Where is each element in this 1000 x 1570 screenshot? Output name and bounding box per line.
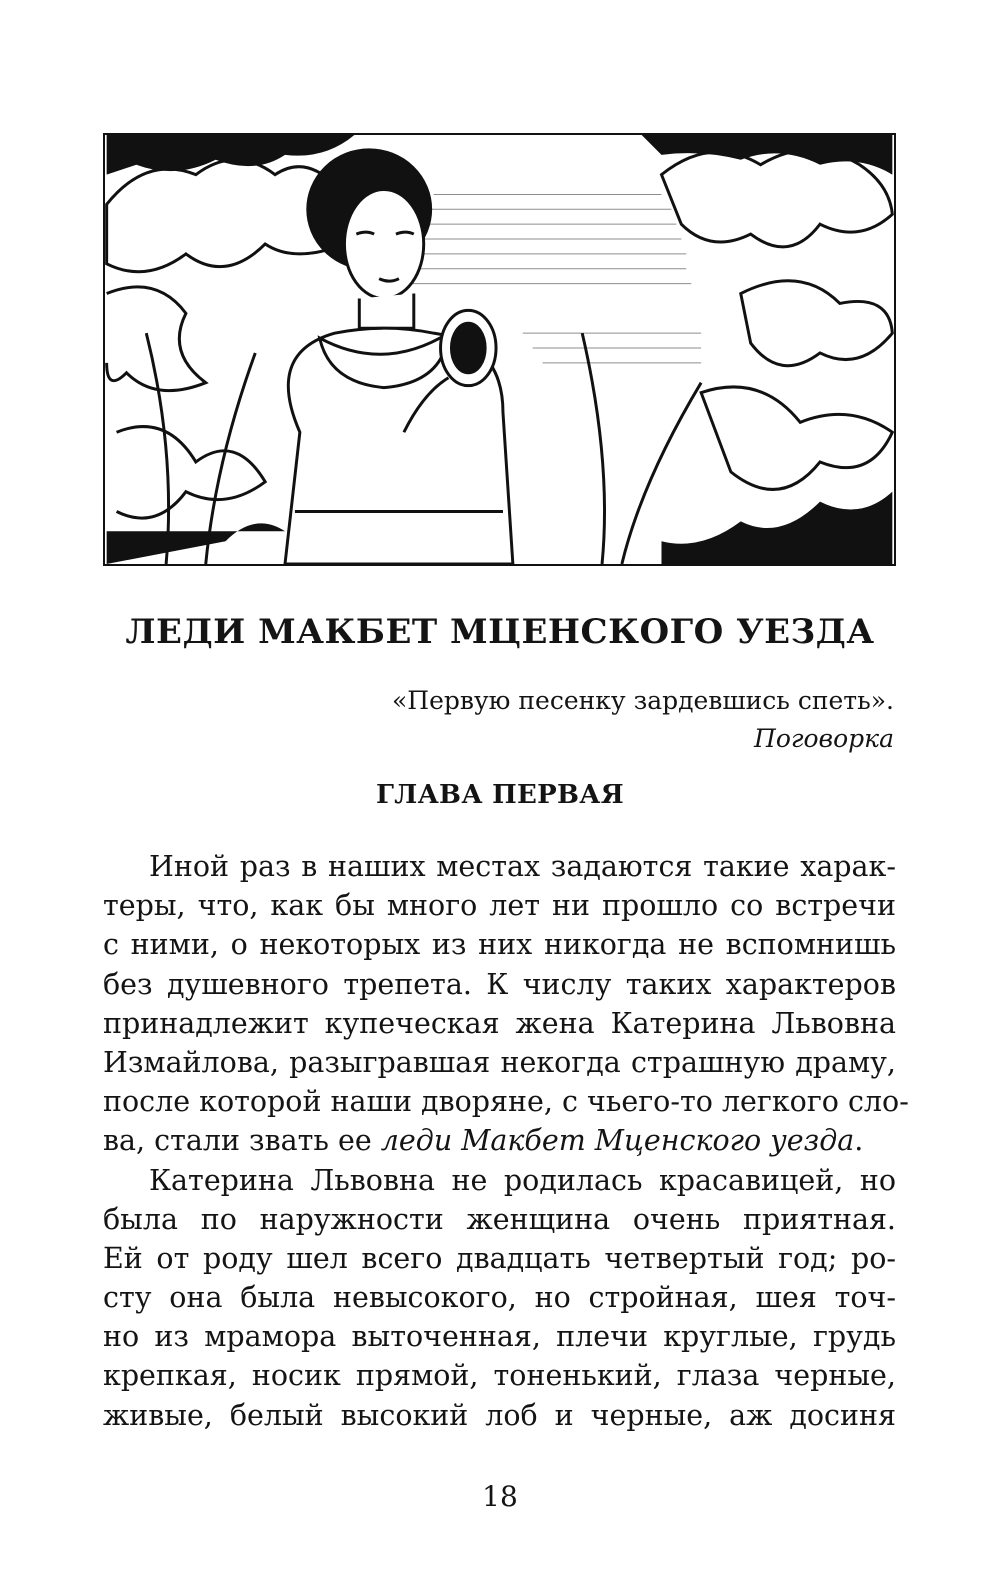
text-fragment: .	[854, 1124, 864, 1158]
text-line: крепкая, носик прямой, тоненький, глаза черные,	[103, 1359, 896, 1393]
text-line: Иной раз в наших местах задаются такие харак-	[149, 850, 896, 883]
text-fragment: ва, стали звать ее	[103, 1124, 381, 1158]
epigraph-source: Поговорка	[754, 724, 894, 753]
text-line: теры, что, как бы много лет ни прошло со встречи	[103, 889, 896, 923]
text-line: после которой наши дворяне, с чьего-то легкого сло-	[103, 1085, 909, 1119]
woman-with-mirror-icon	[105, 135, 894, 564]
text-line: была по наружности женщина очень приятная.	[103, 1202, 896, 1236]
text-line: Измайлова, разыгравшая некогда страшную драму,	[103, 1045, 896, 1079]
text-line: без душевного трепета. К числу таких характеров	[103, 967, 896, 1001]
italic-title-reference: леди Макбет Мценского уезда	[380, 1124, 855, 1158]
text-line: принадлежит купеческая жена Катерина Львовна	[103, 1006, 896, 1040]
illustration	[103, 133, 896, 566]
text-line	[103, 1121, 896, 1160]
epigraph-quote: «Первую песенку зардевшись спеть».	[391, 686, 894, 715]
text-line: сту она была невысокого, но стройная, шея точ-	[103, 1281, 896, 1315]
chapter-heading: ГЛАВА ПЕРВАЯ	[376, 780, 624, 810]
text-line: Катерина Львовна не родилась красавицей, но	[149, 1163, 896, 1197]
text-line: Ей от роду шел всего двадцать четвертый год; ро-	[103, 1241, 896, 1275]
body-text	[103, 847, 909, 1435]
epigraph	[392, 682, 894, 758]
text-line: но из мрамора выточенная, плечи круглые, грудь	[103, 1320, 896, 1354]
text-line: с ними, о некоторых из них никогда не вспомнишь	[103, 928, 896, 962]
text-line: живые, белый высокий лоб и черные, аж досиня	[103, 1398, 896, 1432]
story-title: ЛЕДИ МАКБЕТ МЦЕНСКОГО УЕЗДА	[125, 612, 875, 652]
page-number: 18	[482, 1480, 518, 1513]
